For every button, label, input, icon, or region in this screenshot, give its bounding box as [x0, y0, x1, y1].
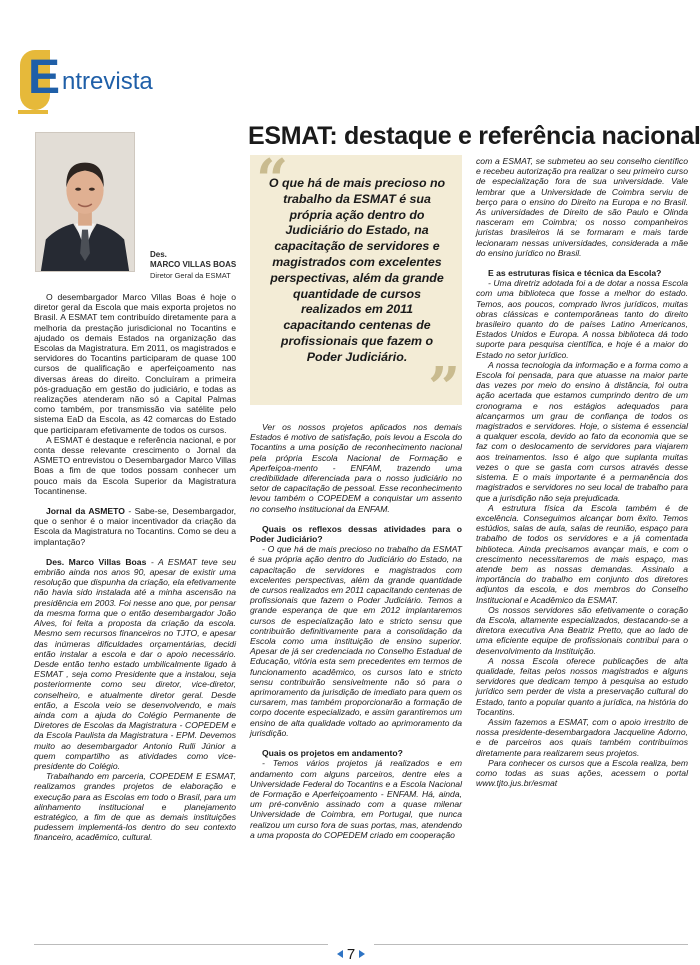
answer-4-paragraph-6: Assim fazemos a ESMAT, com o apoio irrestrito de nossa presidente-desembargadora Jacqueline Adorno, e de parceiros aos quais também contribuímos diretamente para realizarem seus projetos. — [476, 716, 688, 758]
page-navigation — [328, 944, 374, 964]
question-3: Quais os projetos em andamento? — [262, 748, 403, 759]
article-headline: ESMAT: destaque e referência nacional — [248, 122, 700, 150]
intro-paragraph: O desembargador Marco Villas Boas é hoje o diretor geral da Escola que mais exporta projetos no Brasil. A ESMAT tem contribuído diretamente para a melhoria da prestação jurisdicional no Tocantins e ajudado os demais Estados na organização das Escolas da Magistratura. Em 2011, os magistrados e servidores do Tocantins participaram de quase 100 cursos de qualificação e aperfeiçoamento nas diversas áreas do direito. Concluíram a primeira pós-graduação em gestão do judiciário, e todas as realizações atenderam não só a Capital Palmas como também, por transmissão via satélite pelo sistema EaD da Escola, as 42 comarcas do Estado que participaram efetivamente de todos os cursos. — [34, 292, 236, 435]
page-number: 7 — [346, 945, 356, 963]
header-divider — [18, 110, 48, 114]
section-initial: E — [28, 51, 61, 104]
open-quote-icon: “ — [256, 147, 289, 213]
caption-role: Diretor Geral da ESMAT — [150, 271, 231, 280]
pullquote-text: O que há de mais precioso no trabalho da ESMAT é sua própria ação dentro do Judiciário do Estado, na capacitação de servidores e magistrados com excelentes perspectivas, além da grande quantidade de cursos realizados em 2011 capacitando centenas de profissionais que fazem o Poder Judiciário. — [268, 176, 446, 364]
answer-4-paragraph-3: A estrutura física da Escola também é de excelência. Conseguimos alcançar bom êxito. Temos estúdios, salas de aula, salas de reunião, espaço para trabalho de todos os servidores e a já comentada biblioteca. Ainda precisamos avançar mais, e com o crescimento necessitaremos de mais espaço, mas atende bem as nossas demandas. Assinalo a importância do trabalho em conjunto dos diretores adjuntos da escola, e dos membros do Conselho Institucional e Acadêmico da ESMAT. — [476, 502, 688, 605]
section-header — [20, 50, 190, 110]
answer-4-paragraph-5: A nossa Escola oferece publicações de alta qualidade, feitas pelos nossos magistrados e alguns servidores que dedicam tempo à pesquisa ao estudo jurídico sem perder de vista a preservação cultural do Estado, tanto a popular quanto a jurídica, na história do Tocantins. — [476, 655, 688, 717]
article-column-3 — [476, 156, 688, 788]
answer-3: - Temos vários projetos já realizados e em andamento com alguns parceiros, dentre eles a Universidade Federal do Tocantins e a Escola Nacional de Formação e Aperfeiçoamento - ENFAM. Há, ainda, um pré-convênio assinado com a quase milenar Universidade de Coimbra, em Portugal, que nunca realizou um curso fora de suas portas, mas, atendendo a uma proposta do COPEDEM criado em cooperação — [250, 758, 462, 840]
article-column-2 — [250, 422, 462, 840]
answer-4-paragraph-7: Para conhecer os cursos que a Escola realiza, bem como todas as suas ações, acessem o portal www.tjto.jus.br/esmat — [476, 757, 688, 789]
section-title: ntrevista — [62, 68, 153, 95]
arrow-right-icon[interactable] — [359, 950, 365, 958]
question-1-text: - Sabe-se, Desembargador, que o senhor é o maior incentivador da criação da Escola da Magistratura no Tocantins. Como se deu a implantação? — [34, 506, 236, 547]
answer-1-end: Ver os nossos projetos aplicados nos demais Estados é motivo de satisfação, pois levou a Escola do Tocantins a uma posição de reconhecimento nacional pela própria Escola Nacional de Formação e Aperfeiçoa-mento - ENFAM, trazendo uma credibilidade diferenciada para o nosso judiciário no setor de capacitação de pessoal. Esse reconhecimento levou também o COPEDEM a conquistar um assento no conselho institucional da ENFAM. — [250, 422, 462, 514]
answer-1 — [34, 557, 236, 771]
answer-4-paragraph-2: A nossa tecnologia da informação e a forma como a Escola foi pensada, para que atuasse na maior parte das vezes por meio do ensino à distância, foi outra ação acertada que estamos cumprindo dentro de um cronograma e nos estágios adequados para alcançarmos um grau de confiança de todos os magistrados e servidores. Hoje, o sistema é essencial a qualquer escola, devido ao fato da economia que se faz com o deslocamento de servidores para viajarem aos treinamentos. Isso é algo que suplanta muitas vezes o que se gasta com cursos através desse sistema. E o mais importante é a permanência dos magistrados e servidores no seu local de trabalho para que a jurisdição não seja prejudicada. — [476, 359, 688, 503]
question-4: E as estruturas física e técnica da Escola? — [488, 268, 662, 279]
intro-paragraph-2: A ESMAT é destaque e referência nacional, e por conta desse relevante crescimento o Jornal da ASMETO entrevistou o Desembargador Marco Villas Boas a fim de que todos possam conhecer um pouco mais da Escola Superior da Magistratura Tocantinense. — [34, 434, 236, 496]
answer-1-label: Des. Marco Villas Boas — [46, 556, 147, 567]
question-1 — [34, 506, 236, 547]
answer-2: - O que há de mais precioso no trabalho da ESMAT é sua própria ação dentro do Judiciário do Estado, na capacitação de servidores e magistrados com excelentes perspectivas, além da grande quantidade de cursos realizados em 2011 capacitando centenas de profissionais que fazem o Poder Judiciário. Temos a grande esperança de que em 2012 implantaremos cursos de especialização lato e stricto sensu que contribuirão definitivamente para a consolidação da Escola como uma instituição de ensino superior. Apesar de já ser credenciada no Conselho Estadual de Educação, vitória esta sem precedentes em termos de funcionamento acadêmico, os cursos lato e stricto sensu contribuirão sensivelmente não só para o aprimoramento da jurisdição de imediato para quem os cursarem, mas também proporcionarão a formação de corpo docente especializado, e assim garantiremos um ensino de alta qualidade voltado ao aprimoramento da jurisdição. — [250, 544, 462, 738]
answer-4: - Uma diretriz adotada foi a de dotar a nossa Escola com uma biblioteca que fosse a melhor do estado. Temos, aos poucos, comprado livros jurídicos, muitas obras clássicas e contemporâneas tanto do direito brasileiro quanto do de países Latino Americanos, Estados Unidos e Europa. A nossa biblioteca dá todo suporte para pesquisa científica, e hoje é a maior do Estado no setor jurídico. — [476, 278, 688, 360]
close-quote-icon: ” — [428, 355, 461, 421]
arrow-left-icon[interactable] — [337, 950, 343, 958]
question-2: Quais os reflexos dessas atividades para o Poder Judiciário? — [250, 523, 462, 545]
portrait-illustration — [36, 133, 134, 271]
answer-3-continued: com a ESMAT, se submeteu ao seu conselho científico e recebeu autorização pra realizar o seu primeiro curso de especialização fora de sua universidade. Vale lembrar que a Universidade de Coimbra serviu de berço para o ensino do Direito na Europa e no Brasil. As universidades de Direito de são Paulo e Olinda nasceram em Coimbra; os nosso companheiros juristas brasileiros lá se formaram e mais tarde lecionaram nessas universidades, considerada a mãe do ensino jurídico no Brasil. — [476, 156, 688, 258]
caption-prefix: Des. — [150, 250, 167, 259]
answer-1-text: - A ESMAT teve seu embrião ainda nos anos 90, apesar de existir uma resolução que dispunha da criação, ela efetivamente não havia sido instalada até a minha ascensão na presidência em 2003. Foi nesse ano que, por pensar da mesma forma que o então desembargador João Alves, foi feita a proposta da criação da escola. Mesmo sem recursos financeiros no TJTO, e apesar das inúmeras dificuldades orçamentárias, decidi então instalar a escola e dar o apoio necessário. Desde então tenho estado umbilicalmente ligado à ESMAT , seja como Presidente que a instalou, seja posteriormente como seu diretor, vice-diretor, conselheiro, e atualmente diretor geral. Desde então, a Escola veio se desenvolvendo, e mais ainda com a ajuda do Colégio Permanente de Diretores de Escolas da Magistratura - COPEDEM e da Escola Paulista da Magistratura - EPM. Devemos muito ao desembargador Antonio Rulli Júnior a quem compartilho as atividades como vice-presidente do Colégio. — [34, 556, 236, 771]
photo-caption — [150, 250, 240, 281]
portrait-photo — [35, 132, 135, 272]
question-1-label: Jornal da ASMETO — [46, 506, 125, 517]
caption-name: MARCO VILLAS BOAS — [150, 260, 237, 269]
answer-4-paragraph-4: Os nossos servidores são efetivamente o coração da Escola, altamente especializados, destacando-se a diretora executiva Ana Beatriz Pretto, que ao lado de uma eficiente equipe de profissionais contribui para o desenvolvimento da Instituição. — [476, 604, 688, 656]
article-column-1 — [34, 292, 236, 843]
answer-1-continued: Trabalhando em parceria, COPEDEM E ESMAT, realizamos grandes projetos de elaboração e execução para as Escolas em todo o Brasil, para um alinhamento institucional e planejamento estratégico, a fim de que as demais instituições pudessem implementá-los dentro do seu contexto financeiro, acadêmico, cultural. — [34, 771, 236, 843]
